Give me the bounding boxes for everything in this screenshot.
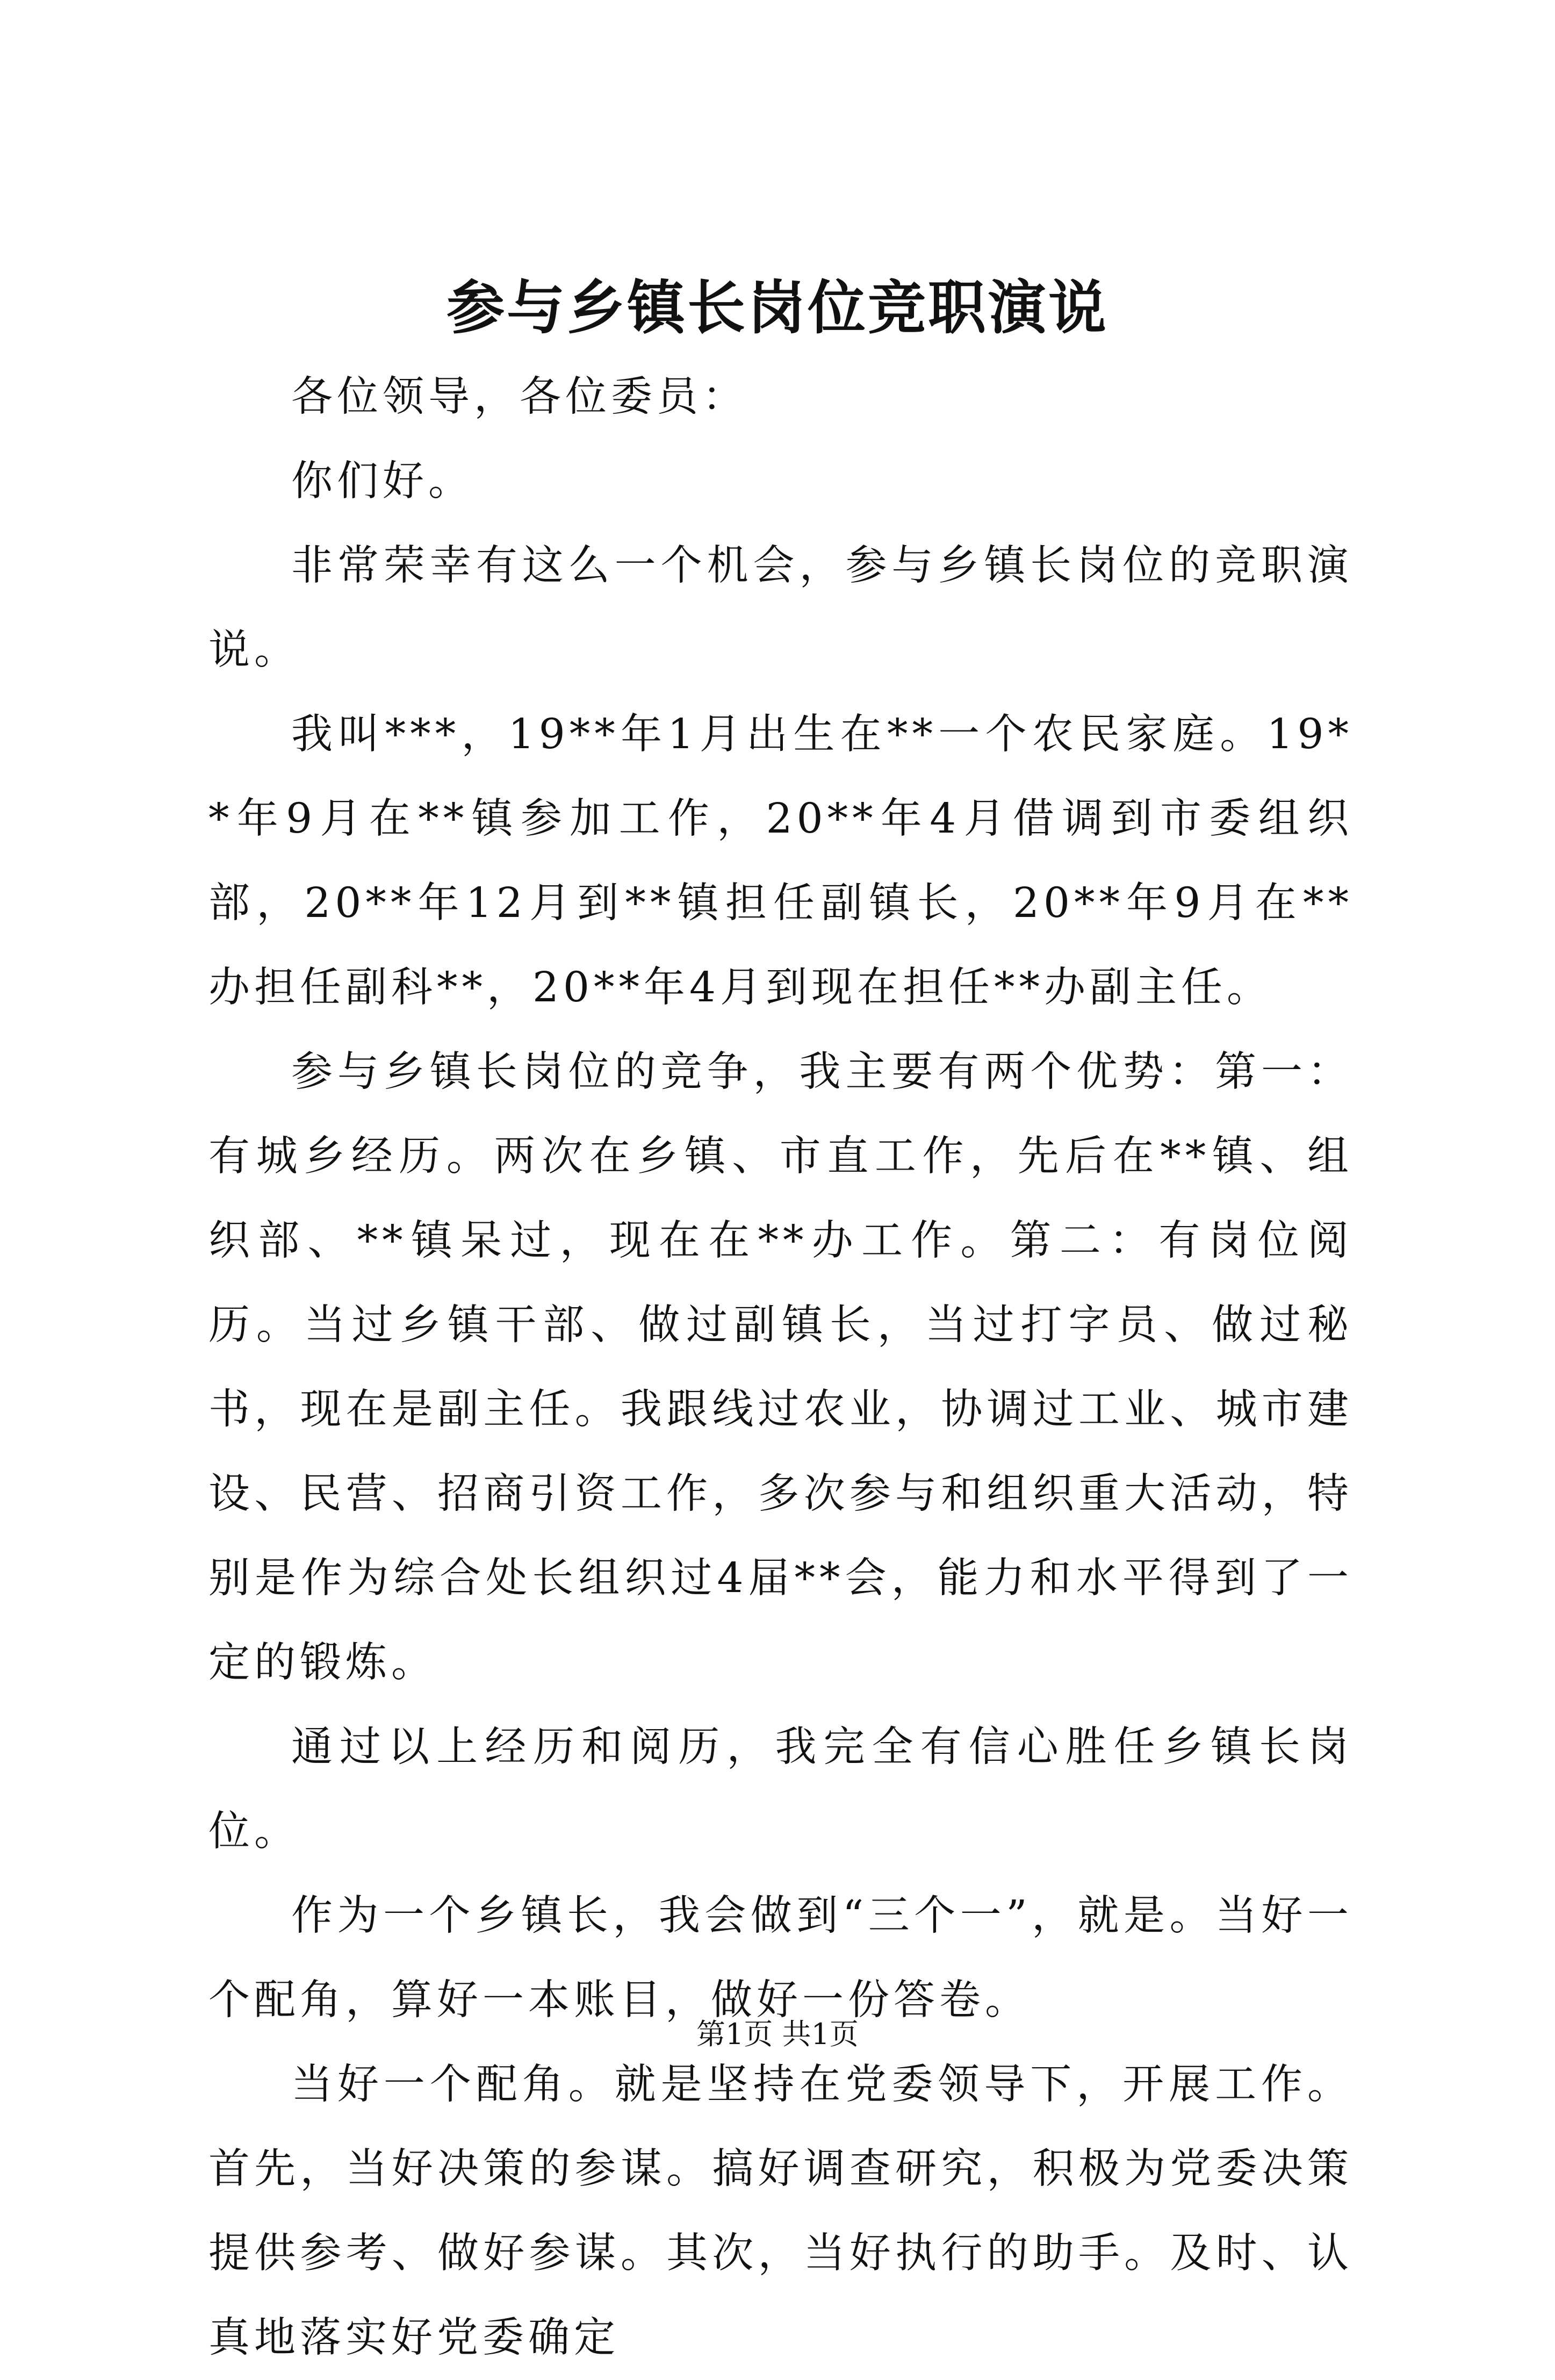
document-body xyxy=(208,355,1353,2380)
paragraph-background: 我叫***，19**年1月出生在**一个农民家庭。19**年9月在**镇参加工作，20**年4月借调到市委组织部，20**年12月到**镇担任副镇长，20**年9月在**办担任副科**，20**年4月到现在担任**办副主任。 xyxy=(208,711,1353,1012)
document-title: 参与乡镇长岗位竞职演说 xyxy=(446,274,1108,342)
paragraph-supporting-role: 当好一个配角。就是坚持在党委领导下，开展工作。首先，当好决策的参谋。搞好调查研究，积极为党委决策提供参考、做好参谋。其次，当好执行的助手。及时、认真地落实好党委确定 xyxy=(208,2061,1353,2362)
paragraph-intro: 非常荣幸有这么一个机会，参与乡镇长岗位的竞职演说。 xyxy=(208,542,1353,674)
page-number-footer: 第1页 共1页 xyxy=(696,2017,859,2051)
paragraph-hello: 你们好。 xyxy=(291,457,474,505)
paragraph-confidence: 通过以上经历和阅历，我完全有信心胜任乡镇长岗位。 xyxy=(208,1723,1353,1855)
paragraph-three-ones: 作为一个乡镇长，我会做到“三个一”，就是。当好一个配角，算好一本账目，做好一份答卷。 xyxy=(208,1892,1353,2024)
paragraph-advantages: 参与乡镇长岗位的竞争，我主要有两个优势：第一：有城乡经历。两次在乡镇、市直工作，先后在**镇、组织部、**镇呆过，现在在**办工作。第二：有岗位阅历。当过乡镇干部、做过副镇长，当过打字员、做过秘书，现在是副主任。我跟线过农业，协调过工业、城市建设、民营、招商引资工作，多次参与和组织重大活动，特别是作为综合处长组织过4届**会，能力和水平得到了一定的锻炼。 xyxy=(208,1048,1353,1687)
paragraph-greeting: 各位领导，各位委员： xyxy=(291,373,748,421)
